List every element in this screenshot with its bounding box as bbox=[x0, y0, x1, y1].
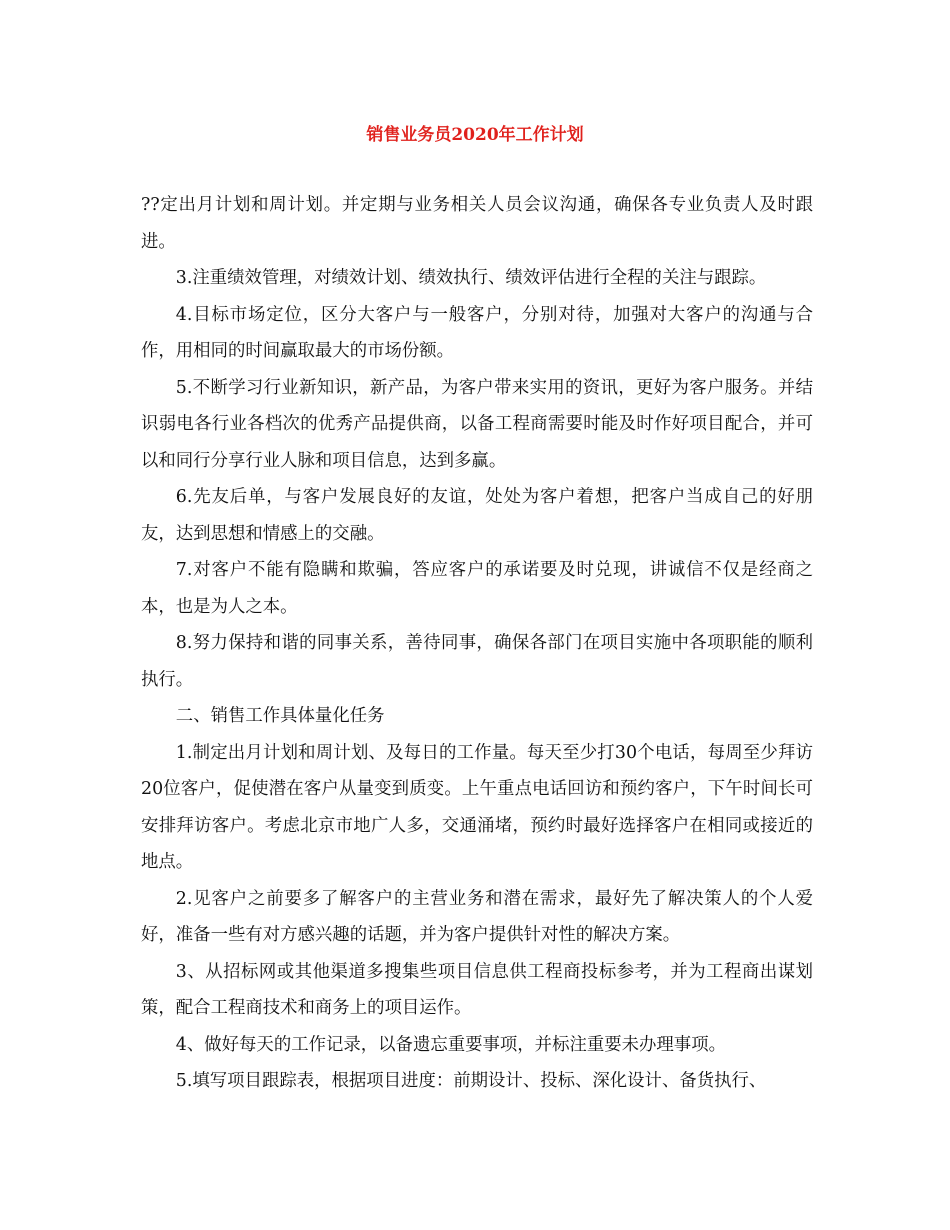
section-heading: 二、销售工作具体量化任务 bbox=[175, 706, 385, 726]
document-body bbox=[141, 187, 813, 1100]
paragraph: 5.不断学习行业新知识，新产品，为客户带来实用的资讯，更好为客户服务。并结识弱电各行业各档次的优秀产品提供商，以备工程商需要时能及时作好项目配合，并可以和同行分享行业人脉和项目信息，达到多赢。 bbox=[141, 377, 813, 471]
paragraph: 1.制定出月计划和周计划、及每日的工作量。每天至少打30个电话，每周至少拜访20位客户，促使潜在客户从量变到质变。上午重点电话回访和预约客户，下午时间长可安排拜访客户。考虑北京市地广人多，交通涌堵，预约时最好选择客户在相同或接近的地点。 bbox=[141, 742, 813, 872]
paragraph: 3、从招标网或其他渠道多搜集些项目信息供工程商投标参考，并为工程商出谋划策，配合工程商技术和商务上的项目运作。 bbox=[141, 961, 813, 1018]
paragraph: 6.先友后单，与客户发展良好的友谊，处处为客户着想，把客户当成自己的好朋友，达到思想和情感上的交融。 bbox=[141, 487, 813, 544]
paragraph: 8.努力保持和谐的同事关系，善待同事，确保各部门在项目实施中各项职能的顺利执行。 bbox=[141, 633, 813, 690]
paragraph: 2.见客户之前要多了解客户的主营业务和潜在需求，最好先了解决策人的个人爱好，准备一些有对方感兴趣的话题，并为客户提供针对性的解决方案。 bbox=[141, 888, 813, 945]
paragraph: 4.目标市场定位，区分大客户与一般客户，分别对待，加强对大客户的沟通与合作，用相同的时间赢取最大的市场份额。 bbox=[141, 304, 813, 361]
paragraph: 3.注重绩效管理，对绩效计划、绩效执行、绩效评估进行全程的关注与跟踪。 bbox=[175, 268, 767, 288]
paragraph: ??定出月计划和周计划。并定期与业务相关人员会议沟通，确保各专业负责人及时跟进。 bbox=[141, 195, 813, 252]
paragraph: 7.对客户不能有隐瞒和欺骗，答应客户的承诺要及时兑现，讲诚信不仅是经商之本，也是为人之本。 bbox=[141, 560, 813, 617]
document-title: 销售业务员2020年工作计划 bbox=[366, 125, 584, 145]
paragraph: 4、做好每天的工作记录，以备遗忘重要事项，并标注重要未办理事项。 bbox=[175, 1034, 726, 1055]
paragraph: 5.填写项目跟踪表，根据项目进度：前期设计、投标、深化设计、备货执行、 bbox=[175, 1071, 767, 1091]
